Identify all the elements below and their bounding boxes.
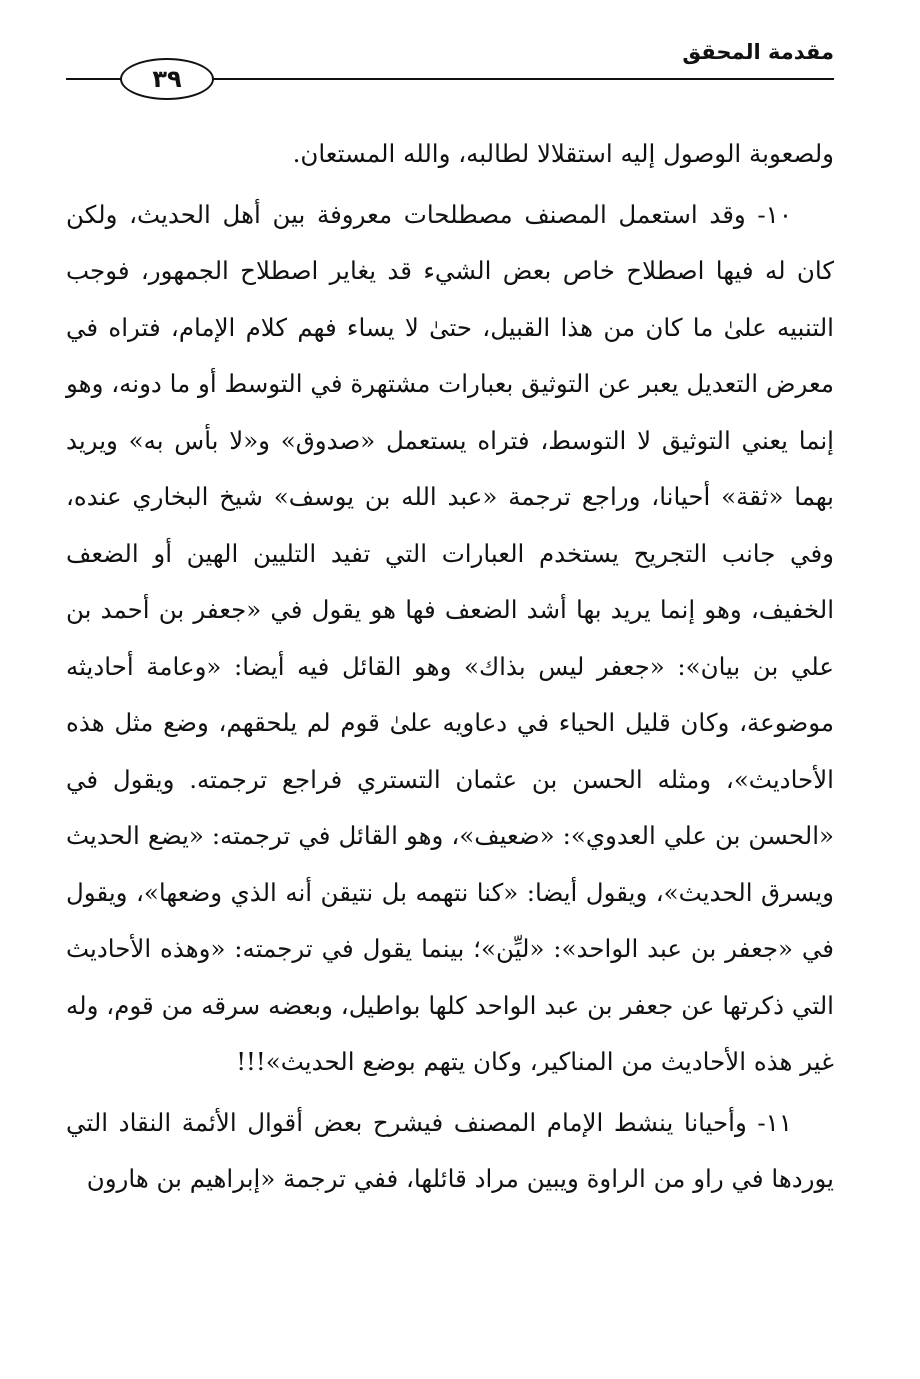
paragraph: ١٠- وقد استعمل المصنف مصطلحات معروفة بين أهل الحديث، ولكن كان له فيها اصطلاح خاص بعض الشيء قد يغاير اصطلاح الجمهور، فوجب التنبيه علىٰ ما كان من هذا القبيل، حتىٰ لا يساء فهم كلام الإمام، فتراه في معرض التعديل يعبر عن التوثيق بعبارات مشتهرة في التوسط أو ما دونه، وهو إنما يعني التوثيق لا التوسط، فتراه يستعمل «صدوق» و«لا بأس به» ويريد بهما «ثقة» أحيانا، وراجع ترجمة «عبد الله بن يوسف» شيخ البخاري عنده، وفي جانب التجريح يستخدم العبارات التي تفيد التليين الهين أو الضعف الخفيف، وهو إنما يريد بها أشد الضعف فها هو يقول في «جعفر بن أحمد بن علي بن بيان»: «جعفر ليس بذاك» وهو القائل فيه أيضا: «وعامة أحاديثه موضوعة، وكان قليل الحياء في دعاويه علىٰ قوم لم يلحقهم، وضع مثل هذه الأحاديث»، ومثله الحسن بن عثمان التستري فراجع ترجمته. ويقول في «الحسن بن علي العدوي»: «ضعيف»، وهو القائل في ترجمته: «يضع الحديث ويسرق الحديث»، ويقول أيضا: «كنا نتهمه بل نتيقن أنه الذي وضعها»، ويقول في «جعفر بن عبد الواحد»: «ليِّن»؛ بينما يقول في ترجمته: «وهذه الأحاديث التي ذكرتها عن جعفر بن عبد الواحد كلها بواطيل، وبعضه سرقه من قوم، وله غير هذه الأحاديث من المناكير، وكان يتهم بوضع الحديث»!!! — [66, 199, 834, 1076]
page-number: ٣٩ — [120, 58, 214, 100]
paragraph: ولصعوبة الوصول إليه استقلالا لطالبه، والله المستعان. — [292, 139, 834, 168]
paragraph: ١١- وأحيانا ينشط الإمام المصنف فيشرح بعض أقوال الأئمة النقاد التي يوردها في راو من الراوة ويبين مراد قائلها، ففي ترجمة «إبراهيم بن هارون — [66, 1107, 834, 1193]
body-text — [66, 126, 834, 1208]
running-head-title: مقدمة المحقق — [682, 40, 834, 64]
